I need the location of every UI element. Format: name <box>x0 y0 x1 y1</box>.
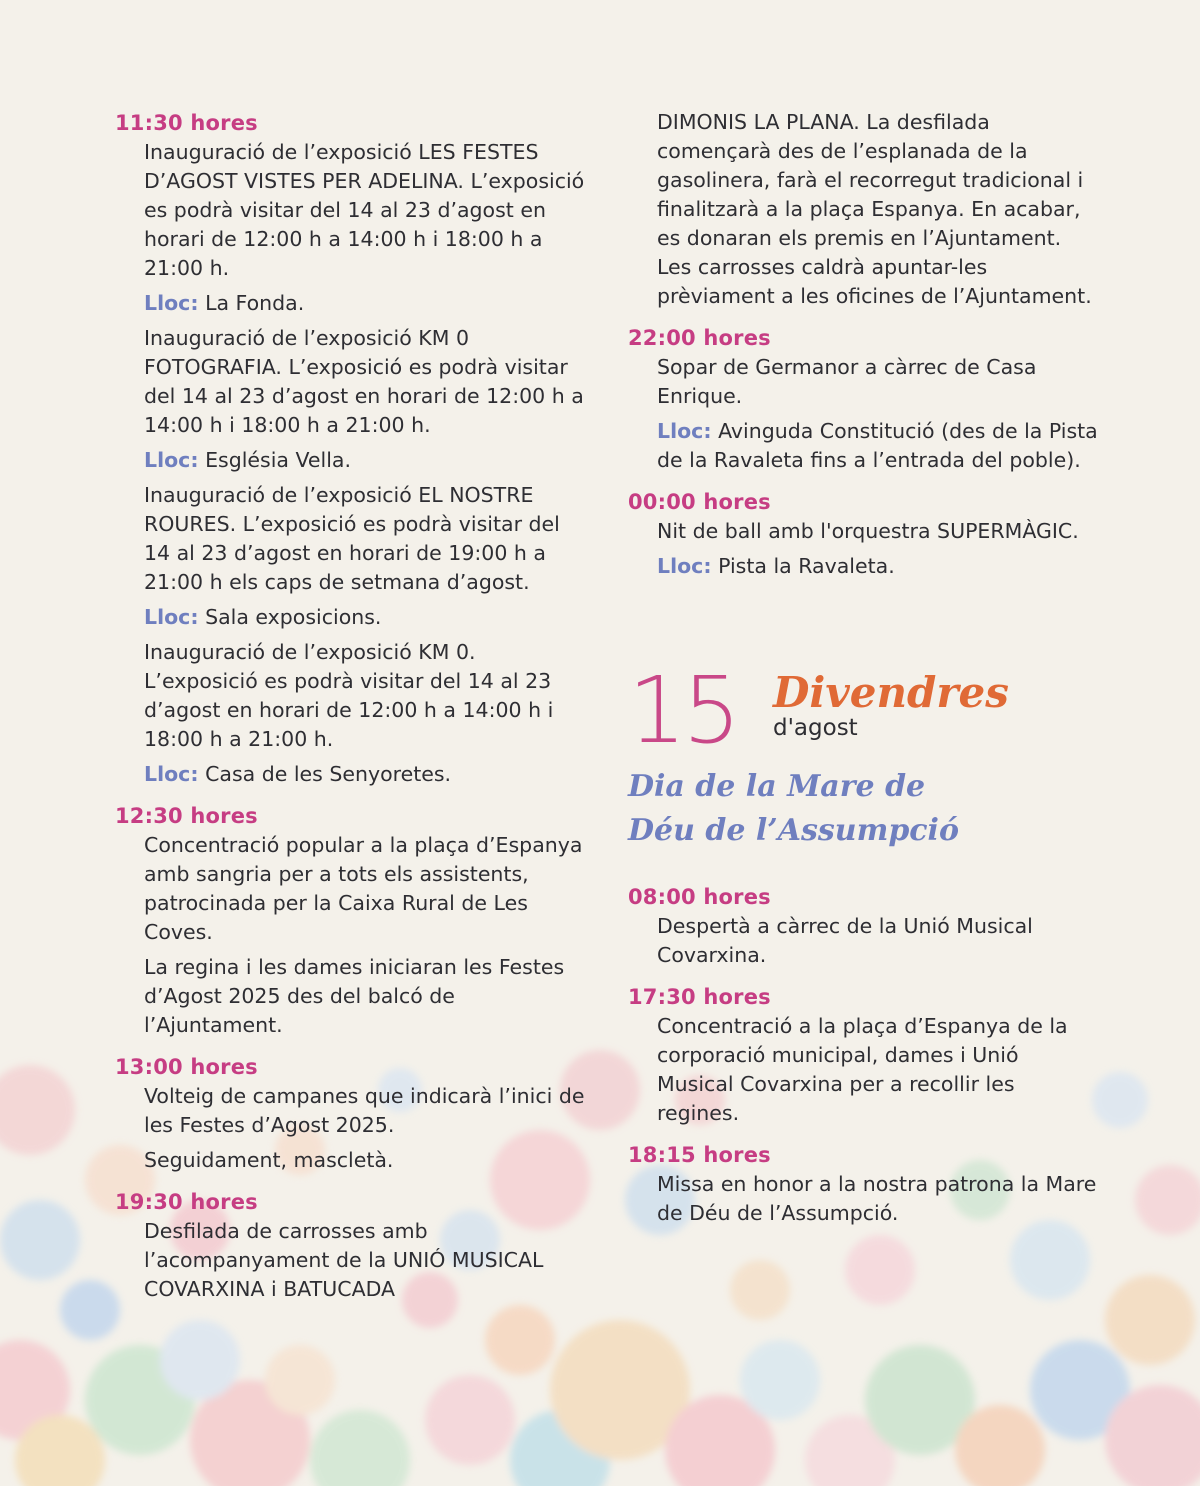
event-description: Volteig de campanes que indicarà l’inici de les Festes d’Agost 2025. <box>144 1084 585 1137</box>
day-month: d'agost <box>773 715 858 741</box>
event-1300 <box>115 1052 585 1175</box>
location-value: Avinguda Constitució (des de la Pista de la Ravaleta fins a l’entrada del poble). <box>657 419 1098 472</box>
event-1815 <box>628 1140 1098 1228</box>
location-value: Església Vella. <box>205 448 351 472</box>
event-time: 19:30 hores <box>115 1190 258 1214</box>
day-title <box>628 765 959 853</box>
event-description: La regina i les dames iniciaran les Festes d’Agost 2025 des del balcó de l’Ajuntament. <box>144 955 565 1037</box>
event-0000 <box>628 487 1098 581</box>
event-1730 <box>628 982 1098 1128</box>
location-label: Lloc: <box>144 291 199 315</box>
event-description: Desfilada de carrosses amb l’acompanyament de la UNIÓ MUSICAL COVARXINA i BATUCADA <box>144 1219 544 1301</box>
event-description: Concentració popular a la plaça d’Espanya amb sangria per a tots els assistents, patrocinada per la Caixa Rural de Les Coves. <box>144 833 583 944</box>
event-time: 13:00 hores <box>115 1055 258 1079</box>
event-time: 12:30 hores <box>115 804 258 828</box>
location-label: Lloc: <box>144 448 199 472</box>
event-0800 <box>628 882 1098 970</box>
event-description: Despertà a càrrec de la Unió Musical Covarxina. <box>657 914 1033 967</box>
event-time: 17:30 hores <box>628 985 771 1009</box>
right-column <box>628 108 1098 1240</box>
day-name: Divendres <box>773 668 1009 717</box>
event-location <box>144 446 585 475</box>
event-1130 <box>115 108 585 789</box>
event-description: Inauguració de l’exposició KM 0 FOTOGRAFIA. L’exposició es podrà visitar del 14 al 23 d’agost en horari de 12:00 h a 14:00 h i 18:00 h a 21:00 h. <box>144 326 584 437</box>
location-value: Sala exposicions. <box>205 605 382 629</box>
event-location <box>657 552 1098 581</box>
location-label: Lloc: <box>144 605 199 629</box>
event-description: Nit de ball amb l'orquestra SUPERMÀGIC. <box>657 519 1079 543</box>
location-label: Lloc: <box>657 554 712 578</box>
event-1930 <box>115 1187 585 1304</box>
location-label: Lloc: <box>144 762 199 786</box>
event-1230 <box>115 801 585 1040</box>
event-1930-continued <box>628 108 1098 311</box>
event-description: Inauguració de l’exposició LES FESTES D’AGOST VISTES PER ADELINA. L’exposició es podrà visitar del 14 al 23 d’agost en horari de 12:00 h a 14:00 h i 18:00 h a 21:00 h. <box>144 140 585 280</box>
location-value: Casa de les Senyoretes. <box>205 762 452 786</box>
day-header <box>628 657 1098 882</box>
location-value: La Fonda. <box>205 291 305 315</box>
event-description: DIMONIS LA PLANA. La desfilada començarà des de l’esplanada de la gasolinera, farà el recorregut tradicional i finalitzarà a la plaça Espanya. En acabar, es donaran els premis en l’Ajuntament. Les carrosses caldrà apuntar-les prèviament a les oficines de l’Ajuntament. <box>657 110 1092 308</box>
event-time: 00:00 hores <box>628 490 771 514</box>
location-value: Pista la Ravaleta. <box>718 554 895 578</box>
day-number: 15 <box>628 657 738 764</box>
event-description: Inauguració de l’exposició EL NOSTRE ROURES. L’exposició es podrà visitar del 14 al 23 d’agost en horari de 19:00 h a 21:00 h els caps de setmana d’agost. <box>144 483 560 594</box>
event-description: Inauguració de l’exposició KM 0. L’exposició es podrà visitar del 14 al 23 d’agost en horari de 12:00 h a 14:00 h i 18:00 h a 21:00 h. <box>144 640 554 751</box>
day-title-line: Déu de l’Assumpció <box>628 813 959 848</box>
left-column <box>115 108 585 1316</box>
event-time: 08:00 hores <box>628 885 771 909</box>
event-time: 11:30 hores <box>115 111 258 135</box>
event-2200 <box>628 323 1098 475</box>
event-time: 22:00 hores <box>628 326 771 350</box>
event-description: Missa en honor a la nostra patrona la Mare de Déu de l’Assumpció. <box>657 1172 1097 1225</box>
event-description: Sopar de Germanor a càrrec de Casa Enrique. <box>657 355 1037 408</box>
event-description: Seguidament, mascletà. <box>144 1148 394 1172</box>
event-location <box>657 417 1098 475</box>
location-label: Lloc: <box>657 419 712 443</box>
day-title-line: Dia de la Mare de <box>628 769 926 804</box>
event-description: Concentració a la plaça d’Espanya de la corporació municipal, dames i Unió Musical Covarxina per a recollir les regines. <box>657 1014 1068 1125</box>
event-location <box>144 760 585 789</box>
event-location <box>144 603 585 632</box>
event-location <box>144 289 585 318</box>
event-time: 18:15 hores <box>628 1143 771 1167</box>
